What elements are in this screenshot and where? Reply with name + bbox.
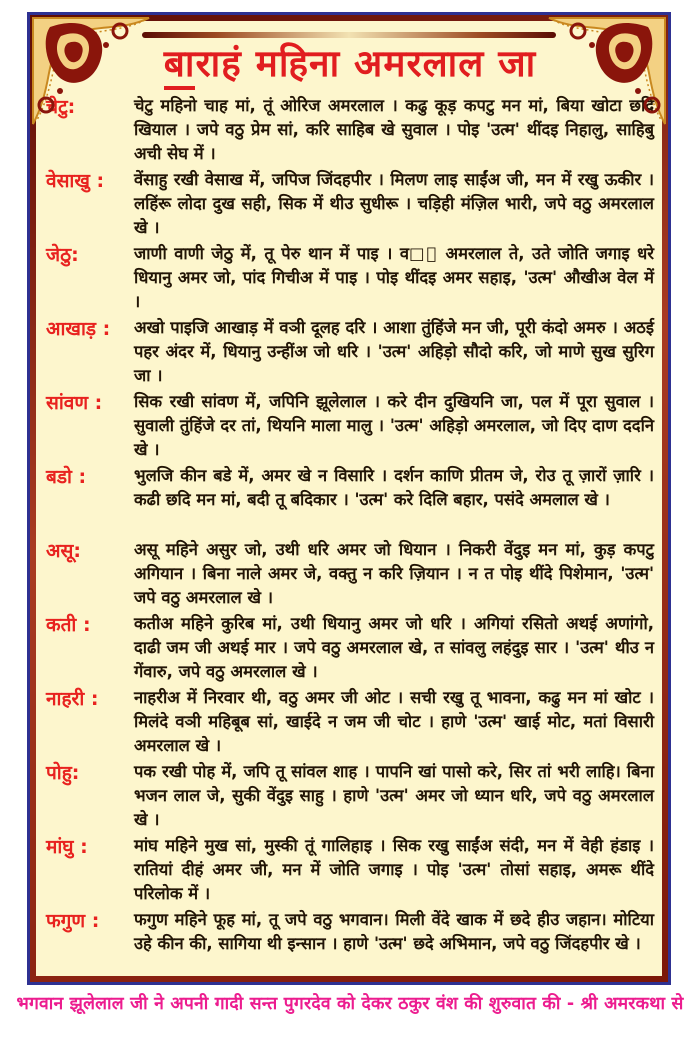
month-text: जाणी वाणी जेठु में, तू पेरु थान में पाइ । व□ी अमरलाल ते, उते जोति जगाइ धरे धियानु अमर जो, पांद गिचीअ में पाइ । पोइ थींदइ अमर सहाइ, 'उत्म' औखीअ वेल में । [134, 243, 654, 311]
month-label: आखाड़ : [46, 317, 111, 340]
month-text: असू महिने असुर जो, उथी धरि अमर जो धियान । निकरी वेंदुइ मन मां, कुड़ कपटु अगियान । बिना नाले अमर जे, वक्तु न करि ज़ियान । न त पोइ थींदे पिशेमान, 'उत्म' जपे वठु अमरलाल खे । [134, 539, 654, 607]
month-text: पक रखी पोह में, जपि तू सांवल शाह । पापनि खां पासो करे, सिर तां भरी लाहि। बिना भजन लाल जे, सुकी वेंदुइ साहु । हाणे 'उत्म' अमर जो ध्यान धरि, जपे वठु अमरलाल खे । [134, 761, 654, 829]
month-row [46, 834, 654, 907]
month-label: सांवण : [46, 391, 103, 414]
month-row [46, 390, 654, 463]
page-title-rest: राहं महिना अमरलाल जा [195, 42, 537, 85]
month-row [46, 242, 654, 315]
footer-credit: भगवान झूलेलाल जी ने अपनी गादी सन्त पुगरदेव को देकर ठकुर वंश की शुरुवात की - श्री अमरकथा से [16, 994, 684, 1014]
month-row [46, 908, 654, 981]
month-row [46, 760, 654, 833]
month-label: नाहरी : [46, 687, 99, 710]
month-label: असू: [46, 539, 81, 562]
month-label: पोहु: [46, 761, 80, 784]
month-row [46, 316, 654, 389]
month-row [46, 168, 654, 241]
month-text: नाहरीअ में निरवार थी, वठु अमर जी ओट । सची रखु तू भावना, कढु मन मां खोट । मिलंदे वञी महिबूब सां, खाईदे न जम जी चोट । हाणे 'उत्म' खाई मोट, मतां विसारी अमरलाल खे । [134, 687, 654, 755]
month-text: सिक रखी सांवण में, जपिनि झूलेलाल । करे दीन दुखियनि जा, पल में पूरा सुवाल । सुवाली तुंहिंजे दर तां, थियनि माला मालु । 'उत्म' अहिड़ो अमरलाल, जो दिए दाण ददनि खे । [134, 391, 654, 459]
month-label: कती : [46, 613, 91, 636]
month-text: फगुण महिने फूह मां, तू जपे वठु भगवान। मिली वेंदे खाक में छदे हीउ जहान। मोटिया उहे कीन की, सागिया थी इन्सान । हाणे 'उत्म' छदे अभिमान, जपे वठु जिंदहपीर खे । [134, 909, 654, 953]
month-row [46, 464, 654, 537]
decorated-frame [27, 12, 671, 985]
month-text: अखो पाइजि आखाड़ में वञी दूलह दरि । आशा तुंहिंजे मन जी, पूरी कंदो अमरु । अठई पहर अंदर में, धियानु उन्हींअ जो धरि । 'उत्म' अहिड़ो सौदो करि, जो माणे सुख सुरिग जा । [134, 317, 654, 385]
month-label: जेठु: [46, 243, 79, 266]
corner-ornament-top-right [548, 17, 666, 125]
page-title-underlined-part: बा [164, 42, 196, 90]
document-content [30, 15, 668, 982]
month-text: भुलजि कीन बडे में, अमर खे न विसारि । दर्शन काणि प्रीतम जे, रोउ तू ज़ारों ज़ारि । कढी छदि मन मां, बदी तू बदिकार । 'उत्म' करे दिलि बहार, पसंदे अमलाल खे । [134, 465, 654, 509]
month-text: मांघ महिने मुख सां, मुस्की तूं गालिहाइ । सिक रखु साईंअ संदी, मन में वेही हंडाइ । रातियां दीहं अमर जी, मन में जोति जगाइ । पोइ 'उत्म' तोसां सहाइ, अमरू थींदे परिलोक में । [134, 835, 654, 903]
month-label: वेसाखु : [46, 169, 105, 192]
month-row [46, 686, 654, 759]
month-label: मांघु : [46, 835, 88, 858]
month-label: बडो : [46, 465, 87, 488]
months-list [46, 94, 654, 981]
month-text: कतीअ महिने कुरिब मां, उथी धियानु अमर जो धरि । अगियां रसितो अथई अणांगो, दाढी जम जी अथई मार । जपे वठु अमरलाल खे, त सांवलु लहंदुइ सार । 'उत्म' थीउ न गेंवारु, जपे वठु अमरलाल खे । [134, 613, 654, 681]
month-row [46, 538, 654, 611]
corner-ornament-top-left [32, 17, 150, 125]
month-label: चेटु: [46, 95, 76, 118]
month-text: वेंसाहु रखी वेसाख में, जपिज जिंदहपीर । मिलण लाइ साईंअ जी, मन में रखु ऊकीर । लहिंरू लोदा दुख सही, सिक में थीउ सुधीरू । चड़िही मंज़िल भारी, जपे वठु अमरलाल खे । [134, 169, 654, 237]
month-row [46, 612, 654, 685]
month-text: चेटु महिनो चाह मां, तूं ओरिज अमरलाल । कढु कूड़ कपटु मन मां, बिया खोटा छदि खियाल । जपे वठु प्रेम सां, करि साहिब खे सुवाल । पोइ 'उत्म' थींदइ निहालु, साहिबु अची सेघ में । [134, 95, 654, 163]
month-label: फगुण : [46, 909, 100, 932]
